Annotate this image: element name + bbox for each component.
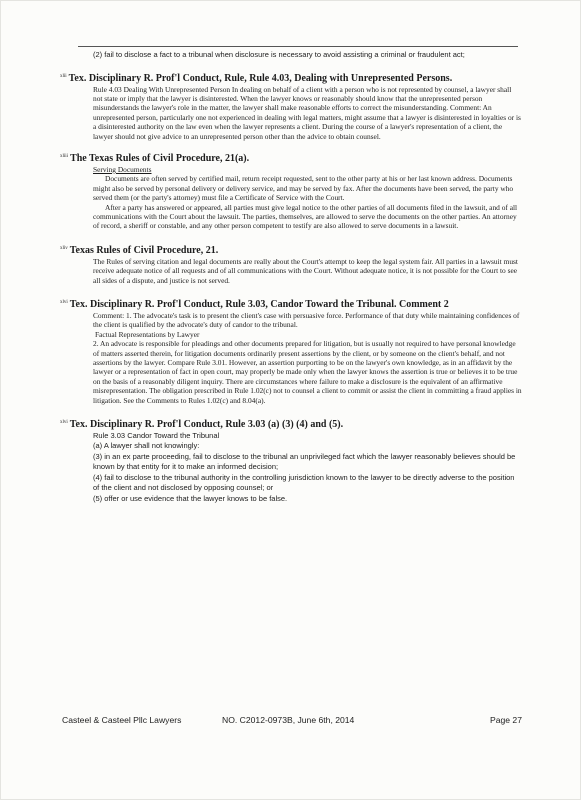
section-trcp-21 bbox=[60, 243, 522, 285]
section-body bbox=[60, 431, 522, 504]
section-paragraph: After a party has answered or appeared, all parties must give legal notice to the other parties of all documents filed in the lawsuit, and of all communications with the Court about the lawsuit. The parties, themselves, are allowed to serve the documents on the other parties. An attorney of record, a sheriff or constable, and any other person competent to testify are also allowed to serve documents in a lawsuit. bbox=[93, 202, 518, 231]
section-title: Tex. Disciplinary R. Prof'l Conduct, Rule 3.03, Candor Toward the Tribunal. Comment 2 bbox=[69, 299, 449, 310]
section-body bbox=[60, 85, 522, 141]
subheading-serving-documents: Serving Documents bbox=[93, 164, 152, 174]
page-content bbox=[60, 50, 522, 504]
endnote-marker: xliv bbox=[60, 245, 68, 251]
section-paragraph: Documents are often served by certified mail, return receipt requested, sent to the other party at his or her last known address. Documents might also be served by personal delivery or delivery service, and may be served by fax. After the documents have been served, the party who served them (or the party's attorney) must file a Certificate of Service with the Court. bbox=[93, 174, 514, 203]
section-body bbox=[60, 311, 522, 405]
header-rule bbox=[78, 46, 518, 47]
footer-firm-name: Casteel & Casteel Pllc Lawyers bbox=[62, 715, 182, 725]
endnote-marker: xlii bbox=[60, 73, 67, 79]
section-rule-3-03-comment bbox=[60, 297, 522, 405]
section-heading bbox=[60, 151, 522, 165]
endnote-marker: xlvi bbox=[60, 420, 68, 426]
rule-line: (3) in an ex parte proceeding, fail to disclose to the tribunal an unprivileged fact which the lawyer reasonably believes should be known by that entity for it to make an informed decision; bbox=[93, 451, 516, 472]
section-rule-4-03 bbox=[60, 71, 522, 141]
section-title: The Texas Rules of Civil Procedure, 21(a). bbox=[70, 152, 250, 164]
endnote-marker: xlvi bbox=[60, 300, 68, 305]
section-body bbox=[60, 257, 522, 285]
footer-case-number: NO. C2012-0973B, June 6th, 2014 bbox=[222, 715, 355, 725]
section-paragraph: Rule 4.03 Dealing With Unrepresented Person In dealing on behalf of a client with a person who is not represented by counsel, a lawyer shall not state or imply that the lawyer is disinterested. When the lawyer knows or reasonably should know that the unrepresented person misunderstands the lawyer's role in the matter, the lawyer shall make reasonable efforts to correct the misunderstanding. Comment: An unrepresented person, particularly one not experienced in dealing with legal matters, might assume that a lawyer is disinterested in loyalties or is a disinterested authority on the law even when the lawyer represents a client. During the course of a lawyer's representation of a client, the lawyer should not give advice to an unrepresented person other than the advice to obtain counsel. bbox=[93, 84, 521, 141]
section-paragraph: 2. An advocate is responsible for pleadings and other documents prepared for litigation, but is usually not required to have personal knowledge of matters asserted therein, for litigation documents ordinarily present assertions by the client, or by someone on the client's behalf, and not assertions by the lawyer. Compare Rule 3.01. However, an assertion purporting to be on the lawyer's own knowledge, as in an affidavit by the lawyer or a representation of fact in open court, may properly be made only when the lawyer knows the assertion is true or believes it to be true on the basis of a reasonably diligent inquiry. There are circumstances where failure to make a disclosure is the equivalent of an affirmative misrepresentation. The obligation prescribed in Rule 1.02(c) not to counsel a client to commit or assist the client in committing a fraud applies in litigation. See the Comments to Rules 1.02(c) and 8.04(a). bbox=[93, 339, 522, 405]
section-title: Texas Rules of Civil Procedure, 21. bbox=[69, 244, 219, 256]
section-paragraph: Comment: 1. The advocate's task is to present the client's case with persuasive force. Performance of that duty while maintaining confidences of the client is qualified by the advocate's duty of candor to the tribunal. bbox=[93, 311, 520, 330]
section-rule-3-03-a bbox=[60, 417, 522, 504]
section-paragraph: The Rules of serving citation and legal documents are really about the Court's attempt to keep the legal system fair. All parties in a lawsuit must receive adequate notice of all requests and of all communications with the Court. Without adequate notice, it is not possible for the Court to see all sides of a dispute, and justice is not served. bbox=[93, 256, 518, 285]
section-trcp-21a bbox=[60, 151, 522, 231]
subheading-factual-representations: Factual Representations by Lawyer bbox=[95, 329, 200, 339]
section-heading bbox=[60, 71, 522, 85]
section-title: Tex. Disciplinary R. Prof'l Conduct, Rule 3.03 (a) (3) (4) and (5). bbox=[69, 419, 344, 431]
section-heading bbox=[60, 417, 522, 431]
footer-page-number: Page 27 bbox=[489, 715, 522, 725]
rule-line: (a) A lawyer shall not knowingly: bbox=[93, 441, 200, 451]
section-title: Tex. Disciplinary R. Prof'l Conduct, Rule, Rule 4.03, Dealing with Unrepresented Persons. bbox=[68, 72, 453, 84]
section-body bbox=[60, 165, 522, 231]
rule-line: (5) offer or use evidence that the lawyer knows to be false. bbox=[93, 493, 288, 503]
section-heading bbox=[60, 243, 522, 257]
rule-line: (4) fail to disclose to the tribunal authority in the controlling jurisdiction known to the lawyer to be directly adverse to the position of the client and not disclosed by opposing counsel; or bbox=[93, 472, 515, 493]
rule-line: Rule 3.03 Candor Toward the Tribunal bbox=[93, 431, 220, 441]
endnote-marker: xliii bbox=[60, 153, 69, 159]
continued-rule-text: (2) fail to disclose a fact to a tribunal when disclosure is necessary to avoid assisting a criminal or fraudulent act; bbox=[93, 50, 465, 59]
section-heading bbox=[60, 297, 522, 311]
